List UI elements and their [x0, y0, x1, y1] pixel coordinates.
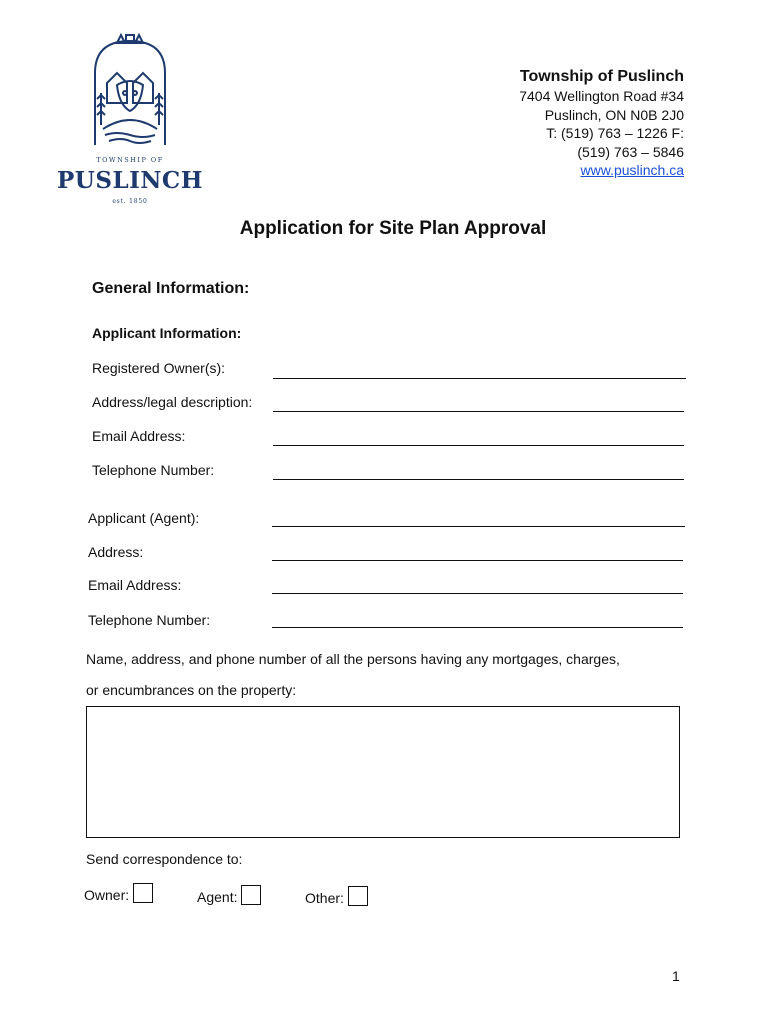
logo-est: est. 1850: [112, 198, 148, 205]
mortgage-instructions-line-2: or encumbrances on the property:: [86, 682, 297, 698]
owner-option-label: Owner:: [84, 887, 130, 903]
agent-phone-label: Telephone Number:: [88, 612, 211, 628]
crest-icon: [87, 33, 173, 153]
logo-name: PUSLINCH: [57, 167, 203, 194]
owner-email-label: Email Address:: [92, 428, 186, 444]
agent-address-field[interactable]: [272, 560, 683, 561]
agent-checkbox[interactable]: [241, 885, 261, 905]
agent-email-label: Email Address:: [88, 577, 182, 593]
owner-phone-field[interactable]: [273, 479, 684, 480]
owner-option[interactable]: [84, 883, 153, 903]
registered-owner-label: Registered Owner(s):: [92, 360, 226, 376]
mortgage-instructions-line-1: Name, address, and phone number of all the persons having any mortgages, charges,: [86, 651, 620, 667]
address-line-2: Puslinch, ON N0B 2J0: [544, 106, 684, 123]
org-name: Township of Puslinch: [519, 68, 684, 85]
other-option-label: Other:: [305, 890, 344, 906]
agent-email-field[interactable]: [272, 593, 683, 594]
general-info-heading: General Information:: [92, 280, 250, 297]
owner-email-field[interactable]: [273, 445, 684, 446]
owner-address-label: Address/legal description:: [92, 394, 253, 410]
address-line-1: 7404 Wellington Road #34: [519, 88, 684, 104]
logo-township-of: TOWNSHIP OF: [96, 156, 164, 164]
agent-phone-field[interactable]: [272, 627, 683, 628]
page-number: 1: [672, 968, 680, 984]
website-link[interactable]: www.puslinch.ca: [580, 162, 684, 178]
phone-line-1: T: (519) 763 – 1226 F:: [546, 125, 684, 141]
applicant-info-heading: Applicant Information:: [92, 325, 242, 341]
township-logo: [55, 33, 205, 211]
other-option[interactable]: [305, 886, 368, 906]
agent-option[interactable]: [197, 885, 261, 905]
owner-phone-label: Telephone Number:: [92, 462, 215, 478]
other-checkbox[interactable]: [348, 886, 368, 906]
agent-option-label: Agent:: [197, 889, 238, 905]
page-title: Application for Site Plan Approval: [239, 218, 547, 239]
correspondence-label: Send correspondence to:: [86, 851, 243, 867]
owner-checkbox[interactable]: [133, 883, 153, 903]
phone-line-2: (519) 763 – 5846: [577, 143, 684, 160]
mortgage-textarea[interactable]: [86, 706, 680, 838]
township-address-block: [519, 66, 684, 180]
agent-field[interactable]: [272, 526, 685, 527]
registered-owner-field[interactable]: [273, 378, 686, 379]
agent-label: Applicant (Agent):: [88, 510, 200, 526]
owner-address-field[interactable]: [273, 411, 684, 412]
agent-address-label: Address:: [88, 544, 144, 560]
